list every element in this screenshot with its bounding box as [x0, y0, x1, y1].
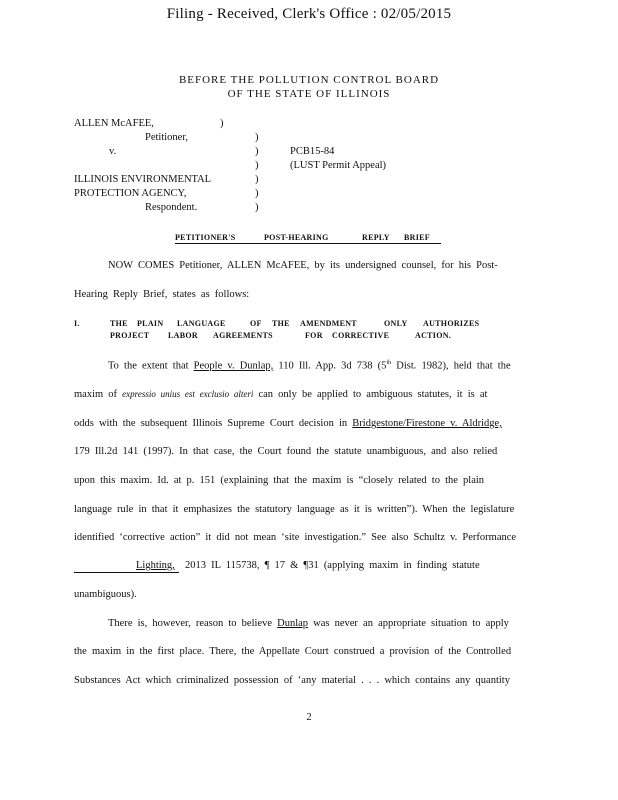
case-citation-dunlap: Dunlap [277, 618, 309, 629]
doc-title-word: BRIEF [404, 233, 430, 242]
petitioner-role: Petitioner, [145, 132, 189, 143]
para1-line7: identified ‘corrective action” it did not mean ‘site investigation.” See also Schultz v. Performance [74, 532, 517, 543]
section-heading-word: ACTION. [415, 331, 452, 340]
section-heading-word: PLAIN [137, 319, 164, 328]
caption-paren: ) [255, 146, 259, 157]
section-heading-word: AGREEMENTS [213, 331, 273, 340]
para1-text: 110 Ill. App. 3d 738 (5 [278, 360, 387, 372]
court-heading-line1: BEFORE THE POLLUTION CONTROL BOARD [178, 74, 440, 86]
petitioner-name: ALLEN McAFEE, [74, 118, 154, 129]
para1-line4: 179 Ill.2d 141 (1997). In that case, the Court found the statute unambiguous, and also relied [74, 446, 498, 457]
respondent-name-line2: PROTECTION AGENCY, [74, 188, 187, 199]
case-citation-people-v-dunlap: People v. Dunlap, [193, 360, 274, 372]
doc-title-word: POST-HEARING [264, 233, 329, 242]
case-number: PCB15-84 [290, 146, 335, 157]
section-heading-word: CORRECTIVE [332, 331, 390, 340]
para1-text: odds with the subsequent Illinois Supreme Court decision in [74, 418, 348, 429]
para2-text: was never an appropriate situation to apply [313, 618, 509, 629]
para1-text: can only be applied to ambiguous statutes, it is at [258, 389, 488, 400]
caption-paren: ) [255, 132, 259, 143]
caption-paren: ) [255, 202, 259, 213]
case-type: (LUST Permit Appeal) [290, 160, 387, 171]
section-heading-word: AMENDMENT [300, 319, 357, 328]
section-number: I. [74, 319, 80, 328]
section-heading-word: OF [250, 319, 262, 328]
respondent-role: Respondent. [145, 202, 198, 213]
intro-line1: NOW COMES Petitioner, ALLEN McAFEE, by its undersigned counsel, for his Post- [108, 260, 498, 271]
caption-versus: v. [109, 146, 117, 157]
para2-line2: the maxim in the first place. There, the Appellate Court construed a provision of the Controlled [74, 646, 512, 657]
caption-paren: ) [255, 174, 259, 185]
para1-text: maxim of [74, 389, 118, 400]
section-heading-word: PROJECT [110, 331, 150, 340]
page-number: 2 [306, 712, 312, 723]
para1-line6: language rule in that it emphasizes the statutory language as it is written”). When the legislature [74, 504, 515, 515]
court-heading-line2: OF THE STATE OF ILLINOIS [227, 88, 391, 100]
filing-stamp: Filing - Received, Clerk's Office : 02/05/2015 [166, 6, 452, 22]
caption-paren: ) [255, 160, 259, 171]
para2-line3: Substances Act which criminalized possession of ‘any material . . . which contains any quantity [74, 675, 510, 686]
ordinal-suffix: th [386, 360, 392, 366]
para2-text: There is, however, reason to believe [108, 618, 272, 629]
case-citation-schultz: Lighting, [136, 560, 175, 571]
section-heading-word: LABOR [168, 331, 198, 340]
para1-line9: unambiguous). [74, 589, 137, 600]
caption-paren: ) [220, 118, 224, 129]
doc-title-word: PETITIONER'S [175, 233, 236, 242]
para1-line1 [108, 360, 511, 372]
para1-text: To the extent that [108, 360, 189, 372]
intro-line2: Hearing Reply Brief, states as follows: [74, 289, 250, 300]
para1-line5: upon this maxim. Id. at p. 151 (explaining that the maxim is “closely related to the plain [74, 475, 485, 486]
case-citation-underline [74, 572, 179, 573]
respondent-name-line1: ILLINOIS ENVIRONMENTAL [74, 174, 212, 185]
section-heading-word: THE [110, 319, 128, 328]
section-heading-word: ONLY [384, 319, 408, 328]
doc-title-word: REPLY [362, 233, 390, 242]
section-heading-word: LANGUAGE [177, 319, 226, 328]
section-heading-word: THE [272, 319, 290, 328]
caption-paren: ) [255, 188, 259, 199]
para1-text: Dist. 1982), held that the [396, 360, 511, 372]
case-citation-bridgestone: Bridgestone/Firestone v. Aldridge, [352, 418, 502, 429]
para1-line2 [74, 389, 487, 400]
para1-line3 [74, 418, 502, 429]
para1-line8: 2013 IL 115738, ¶ 17 & ¶31 (applying maxim in finding statute [185, 560, 480, 571]
doc-title-underline [175, 243, 441, 244]
section-heading-word: FOR [305, 331, 323, 340]
section-heading-word: AUTHORIZES [423, 319, 480, 328]
para2-line1 [108, 618, 509, 629]
latin-maxim: expressio unius est exclusio alteri [122, 389, 254, 399]
